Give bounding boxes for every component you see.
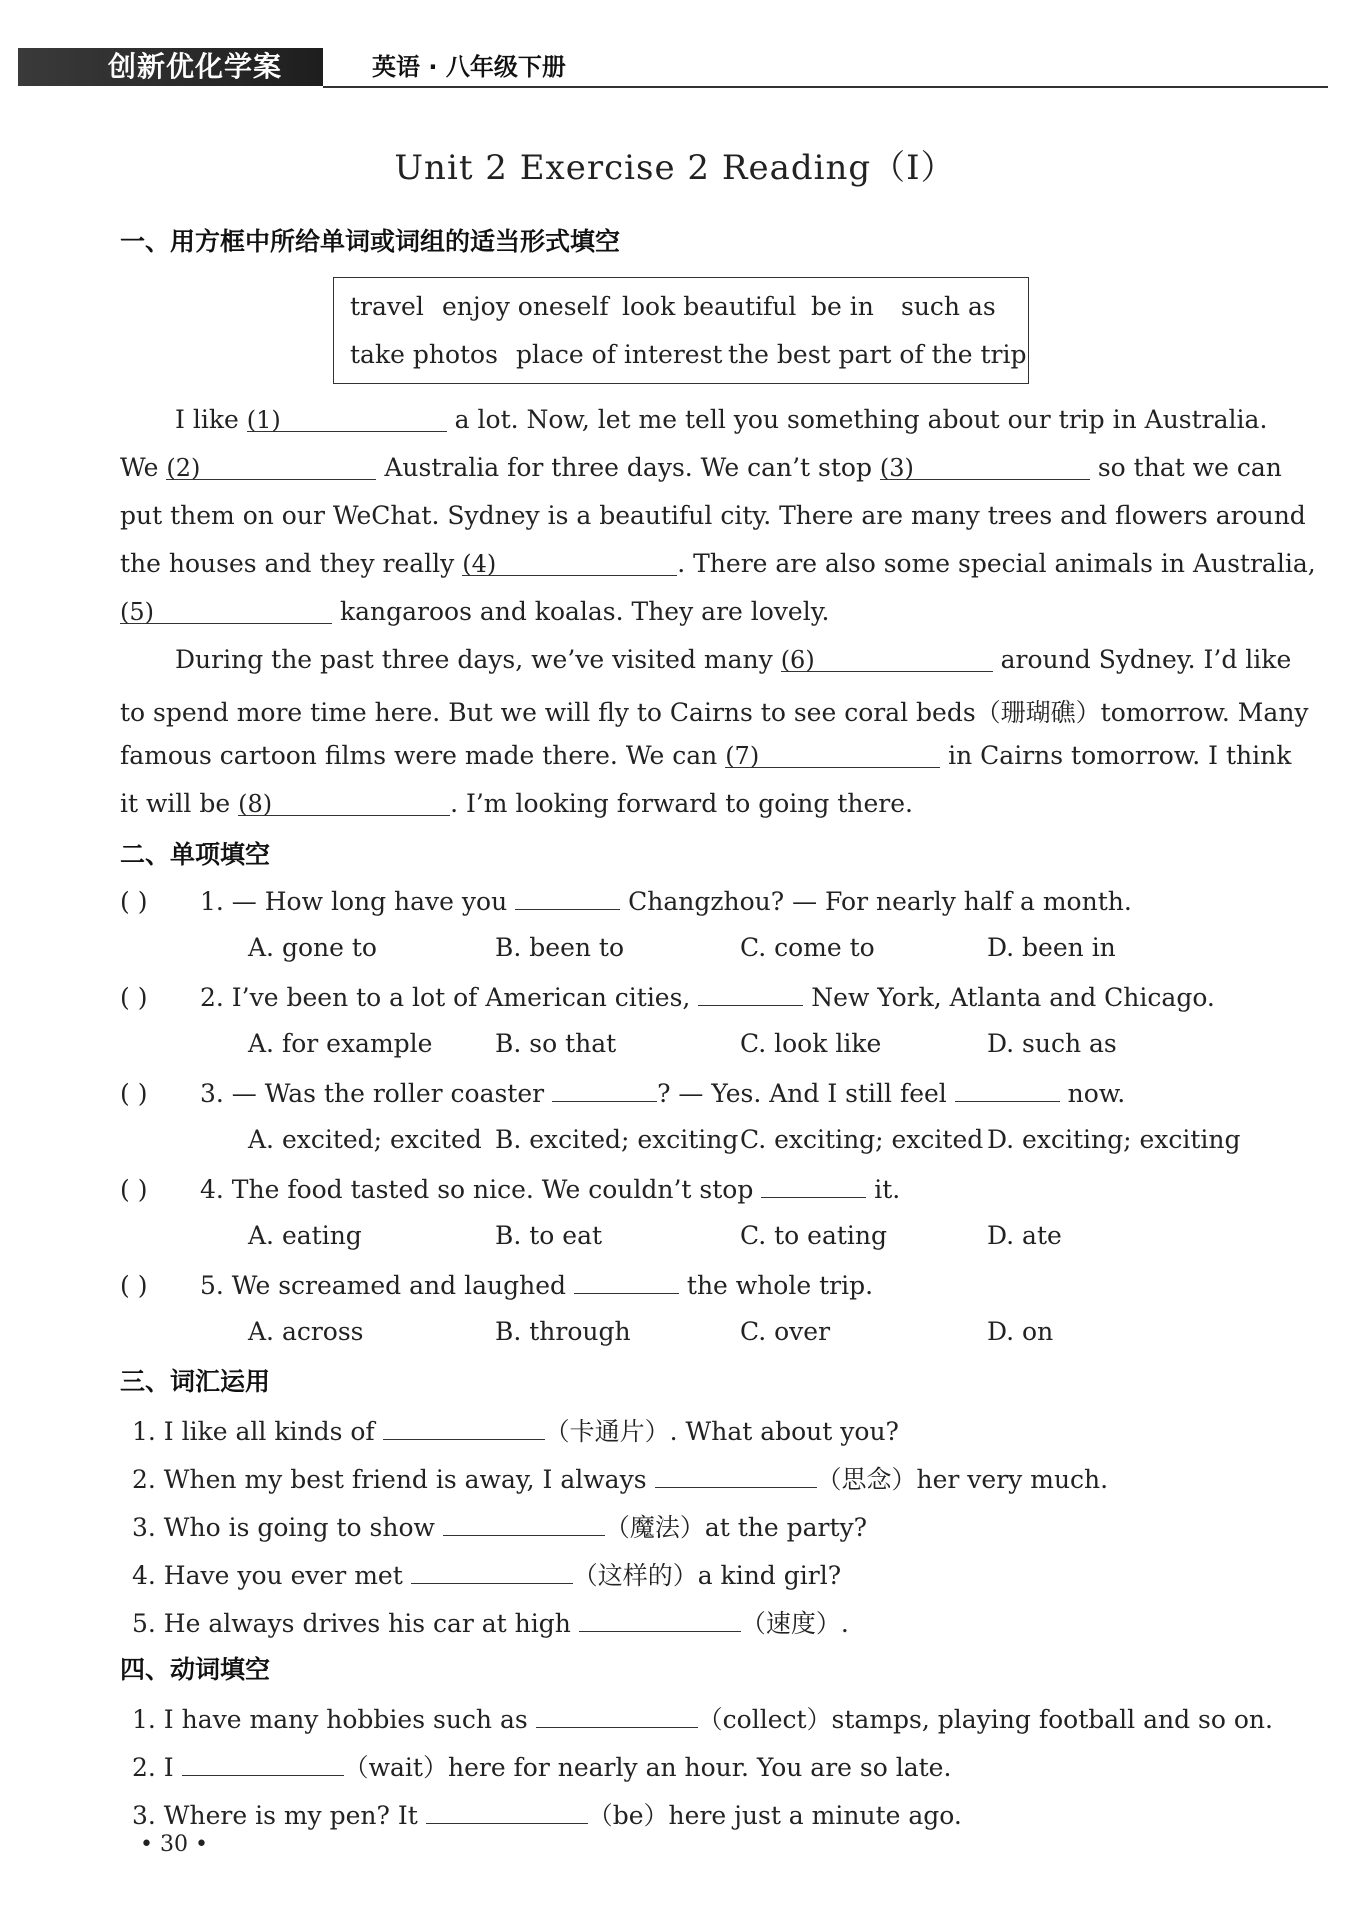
question-text: 3. — Was the roller coaster: [200, 1079, 553, 1108]
blank-number: (1): [246, 406, 281, 434]
option: D. ate: [987, 1221, 1062, 1250]
answer-blank[interactable]: [462, 551, 677, 576]
section-3-heading: 三、词汇运用: [120, 1367, 271, 1396]
blank-number: (7): [725, 742, 760, 770]
option: D. been in: [987, 933, 1116, 962]
option: A. gone to: [248, 933, 377, 962]
blank-number: (6): [780, 646, 815, 674]
mc-question: [120, 1269, 1245, 1300]
vocab-item: [120, 1412, 1257, 1448]
answer-blank[interactable]: [426, 1799, 588, 1824]
mc-question: [120, 1077, 1245, 1108]
section-4-heading: 四、动词填空: [120, 1655, 271, 1684]
vocab-item: [120, 1460, 1257, 1496]
question-text: 2. I’ve been to a lot of American cities,: [200, 983, 699, 1012]
passage-text: in Cairns tomorrow. I think: [940, 741, 1292, 770]
passage-text: put them on our WeChat. Sydney is a beautiful city. There are many trees and flowers around: [120, 501, 1306, 530]
passage-text: so that we can: [1089, 453, 1282, 482]
passage-text: the houses and they really: [120, 549, 463, 578]
passage-line: [120, 501, 1306, 530]
item-text: （卡通片）. What about you?: [544, 1417, 899, 1446]
item-text: 4. Have you ever met: [132, 1561, 411, 1590]
answer-blank[interactable]: [579, 1607, 741, 1632]
word-box-item: look beautiful: [622, 292, 797, 321]
header-divider: [323, 86, 1328, 88]
section-2-heading: 二、单项填空: [120, 840, 271, 869]
page-title: Unit 2 Exercise 2 Reading（Ⅰ）: [394, 148, 956, 188]
option: B. through: [495, 1317, 631, 1346]
option: A. excited; excited: [248, 1125, 482, 1154]
passage-text: During the past three days, we’ve visited many: [175, 645, 781, 674]
passage-line: [120, 789, 1245, 818]
answer-blank: [955, 1077, 1060, 1102]
passage-text: . I’m looking forward to going there.: [450, 789, 913, 818]
item-text: 1. I have many hobbies such as: [132, 1705, 536, 1734]
verb-item: [120, 1748, 1257, 1784]
word-box-item: place of interest: [516, 340, 723, 369]
blank-number: (8): [238, 790, 273, 818]
vocab-item: [120, 1508, 1257, 1544]
brand-banner: 创新优化学案: [18, 48, 323, 86]
option: B. excited; exciting: [495, 1125, 739, 1154]
passage-line: [120, 549, 1316, 578]
passage-text: around Sydney. I’d like: [992, 645, 1292, 674]
option: C. come to: [740, 933, 875, 962]
subject-label: 英语 · 八年级下册: [372, 53, 566, 81]
verb-item: [120, 1796, 1257, 1832]
passage-text: kangaroos and koalas. They are lovely.: [332, 597, 830, 626]
option: C. look like: [740, 1029, 882, 1058]
blank-number: (2): [166, 454, 201, 482]
blank-number: (4): [462, 550, 497, 578]
passage-line: [120, 693, 1309, 729]
answer-blank[interactable]: [166, 455, 376, 480]
passage-text: it will be: [120, 789, 239, 818]
word-box-item: enjoy oneself: [442, 292, 609, 321]
section-1-heading: 一、用方框中所给单词或词组的适当形式填空: [120, 227, 621, 256]
word-box: [333, 277, 1029, 384]
item-text: （wait）here for nearly an hour. You are so late.: [343, 1753, 952, 1782]
option: B. so that: [495, 1029, 617, 1058]
verb-item: [120, 1700, 1273, 1736]
passage-text: We: [120, 453, 167, 482]
answer-blank[interactable]: [536, 1703, 698, 1728]
answer-blank[interactable]: [443, 1511, 605, 1536]
answer-blank[interactable]: [247, 407, 447, 432]
item-text: 3. Where is my pen? It: [132, 1801, 426, 1830]
question-text: it.: [866, 1175, 901, 1204]
passage-line: [120, 597, 1245, 626]
answer-blank: [698, 981, 803, 1006]
question-text: now.: [1059, 1079, 1126, 1108]
option: C. over: [740, 1317, 831, 1346]
answer-blank: [761, 1173, 866, 1198]
answer-blank[interactable]: [383, 1415, 545, 1440]
question-text: 4. The food tasted so nice. We couldn’t stop: [200, 1175, 762, 1204]
word-box-item: be in: [811, 292, 874, 321]
option: D. exciting; exciting: [987, 1125, 1241, 1154]
question-text: New York, Atlanta and Chicago.: [803, 983, 1215, 1012]
item-text: （魔法）at the party?: [604, 1513, 868, 1542]
question-text: 1. — How long have you: [200, 887, 516, 916]
vocab-item: [120, 1604, 1257, 1640]
answer-blank[interactable]: [655, 1463, 817, 1488]
word-box-item: travel: [350, 292, 424, 321]
passage-text: to spend more time here. But we will fly to Cairns to see coral beds（珊瑚礁）tomorrow. Many: [120, 698, 1309, 727]
item-text: （be）here just a minute ago.: [587, 1801, 962, 1830]
option: C. to eating: [740, 1221, 888, 1250]
option: A. for example: [248, 1029, 433, 1058]
option: A. across: [248, 1317, 364, 1346]
option: D. such as: [987, 1029, 1117, 1058]
answer-blank: [574, 1269, 679, 1294]
question-text: the whole trip.: [678, 1271, 874, 1300]
item-text: （collect）stamps, playing football and so on.: [697, 1705, 1273, 1734]
passage-line: [120, 405, 1300, 434]
mc-question: [120, 885, 1245, 916]
page-number: • 30 •: [140, 1832, 208, 1857]
item-text: 2. When my best friend is away, I always: [132, 1465, 655, 1494]
passage-line: [120, 645, 1300, 674]
item-text: （速度）.: [740, 1609, 849, 1638]
answer-blank[interactable]: [781, 647, 993, 672]
question-text: ? — Yes. And I still feel: [657, 1079, 955, 1108]
option: A. eating: [248, 1221, 362, 1250]
answer-blank[interactable]: [880, 455, 1090, 480]
passage-text: I like: [175, 405, 247, 434]
item-text: （这样的）a kind girl?: [572, 1561, 842, 1590]
answer-paren[interactable]: ( ): [120, 1079, 148, 1108]
option: B. to eat: [495, 1221, 603, 1250]
word-box-item: such as: [901, 292, 996, 321]
answer-blank[interactable]: [182, 1751, 344, 1776]
word-box-item: take photos: [350, 340, 498, 369]
answer-blank[interactable]: [725, 743, 940, 768]
option: C. exciting; excited: [740, 1125, 984, 1154]
passage-text: . There are also some special animals in Australia,: [677, 549, 1316, 578]
option: B. been to: [495, 933, 625, 962]
passage-line: [120, 741, 1292, 770]
passage-text: famous cartoon films were made there. We can: [120, 741, 726, 770]
item-text: 2. I: [132, 1753, 182, 1782]
item-text: 3. Who is going to show: [132, 1513, 443, 1542]
passage-line: [120, 453, 1282, 482]
mc-question: [120, 1173, 1245, 1204]
item-text: 1. I like all kinds of: [132, 1417, 383, 1446]
answer-blank: [552, 1077, 657, 1102]
word-box-item: the best part of the trip: [728, 340, 1027, 369]
option: D. on: [987, 1317, 1054, 1346]
vocab-item: [120, 1556, 1257, 1592]
question-text: Changzhou? — For nearly half a month.: [620, 887, 1132, 916]
answer-blank: [515, 885, 620, 910]
answer-blank[interactable]: [411, 1559, 573, 1584]
answer-paren[interactable]: ( ): [120, 983, 148, 1012]
answer-blank[interactable]: [120, 599, 332, 624]
answer-paren[interactable]: ( ): [120, 887, 148, 916]
item-text: 5. He always drives his car at high: [132, 1609, 579, 1638]
passage-text: a lot. Now, let me tell you something about our trip in Australia.: [446, 405, 1268, 434]
passage-text: Australia for three days. We can’t stop: [376, 453, 880, 482]
answer-paren[interactable]: ( ): [120, 1175, 148, 1204]
question-text: 5. We screamed and laughed: [200, 1271, 574, 1300]
blank-number: (3): [879, 454, 914, 482]
answer-paren[interactable]: ( ): [120, 1271, 148, 1300]
item-text: （思念）her very much.: [816, 1465, 1109, 1494]
blank-number: (5): [120, 598, 154, 626]
answer-blank[interactable]: [238, 791, 450, 816]
mc-question: [120, 981, 1245, 1012]
